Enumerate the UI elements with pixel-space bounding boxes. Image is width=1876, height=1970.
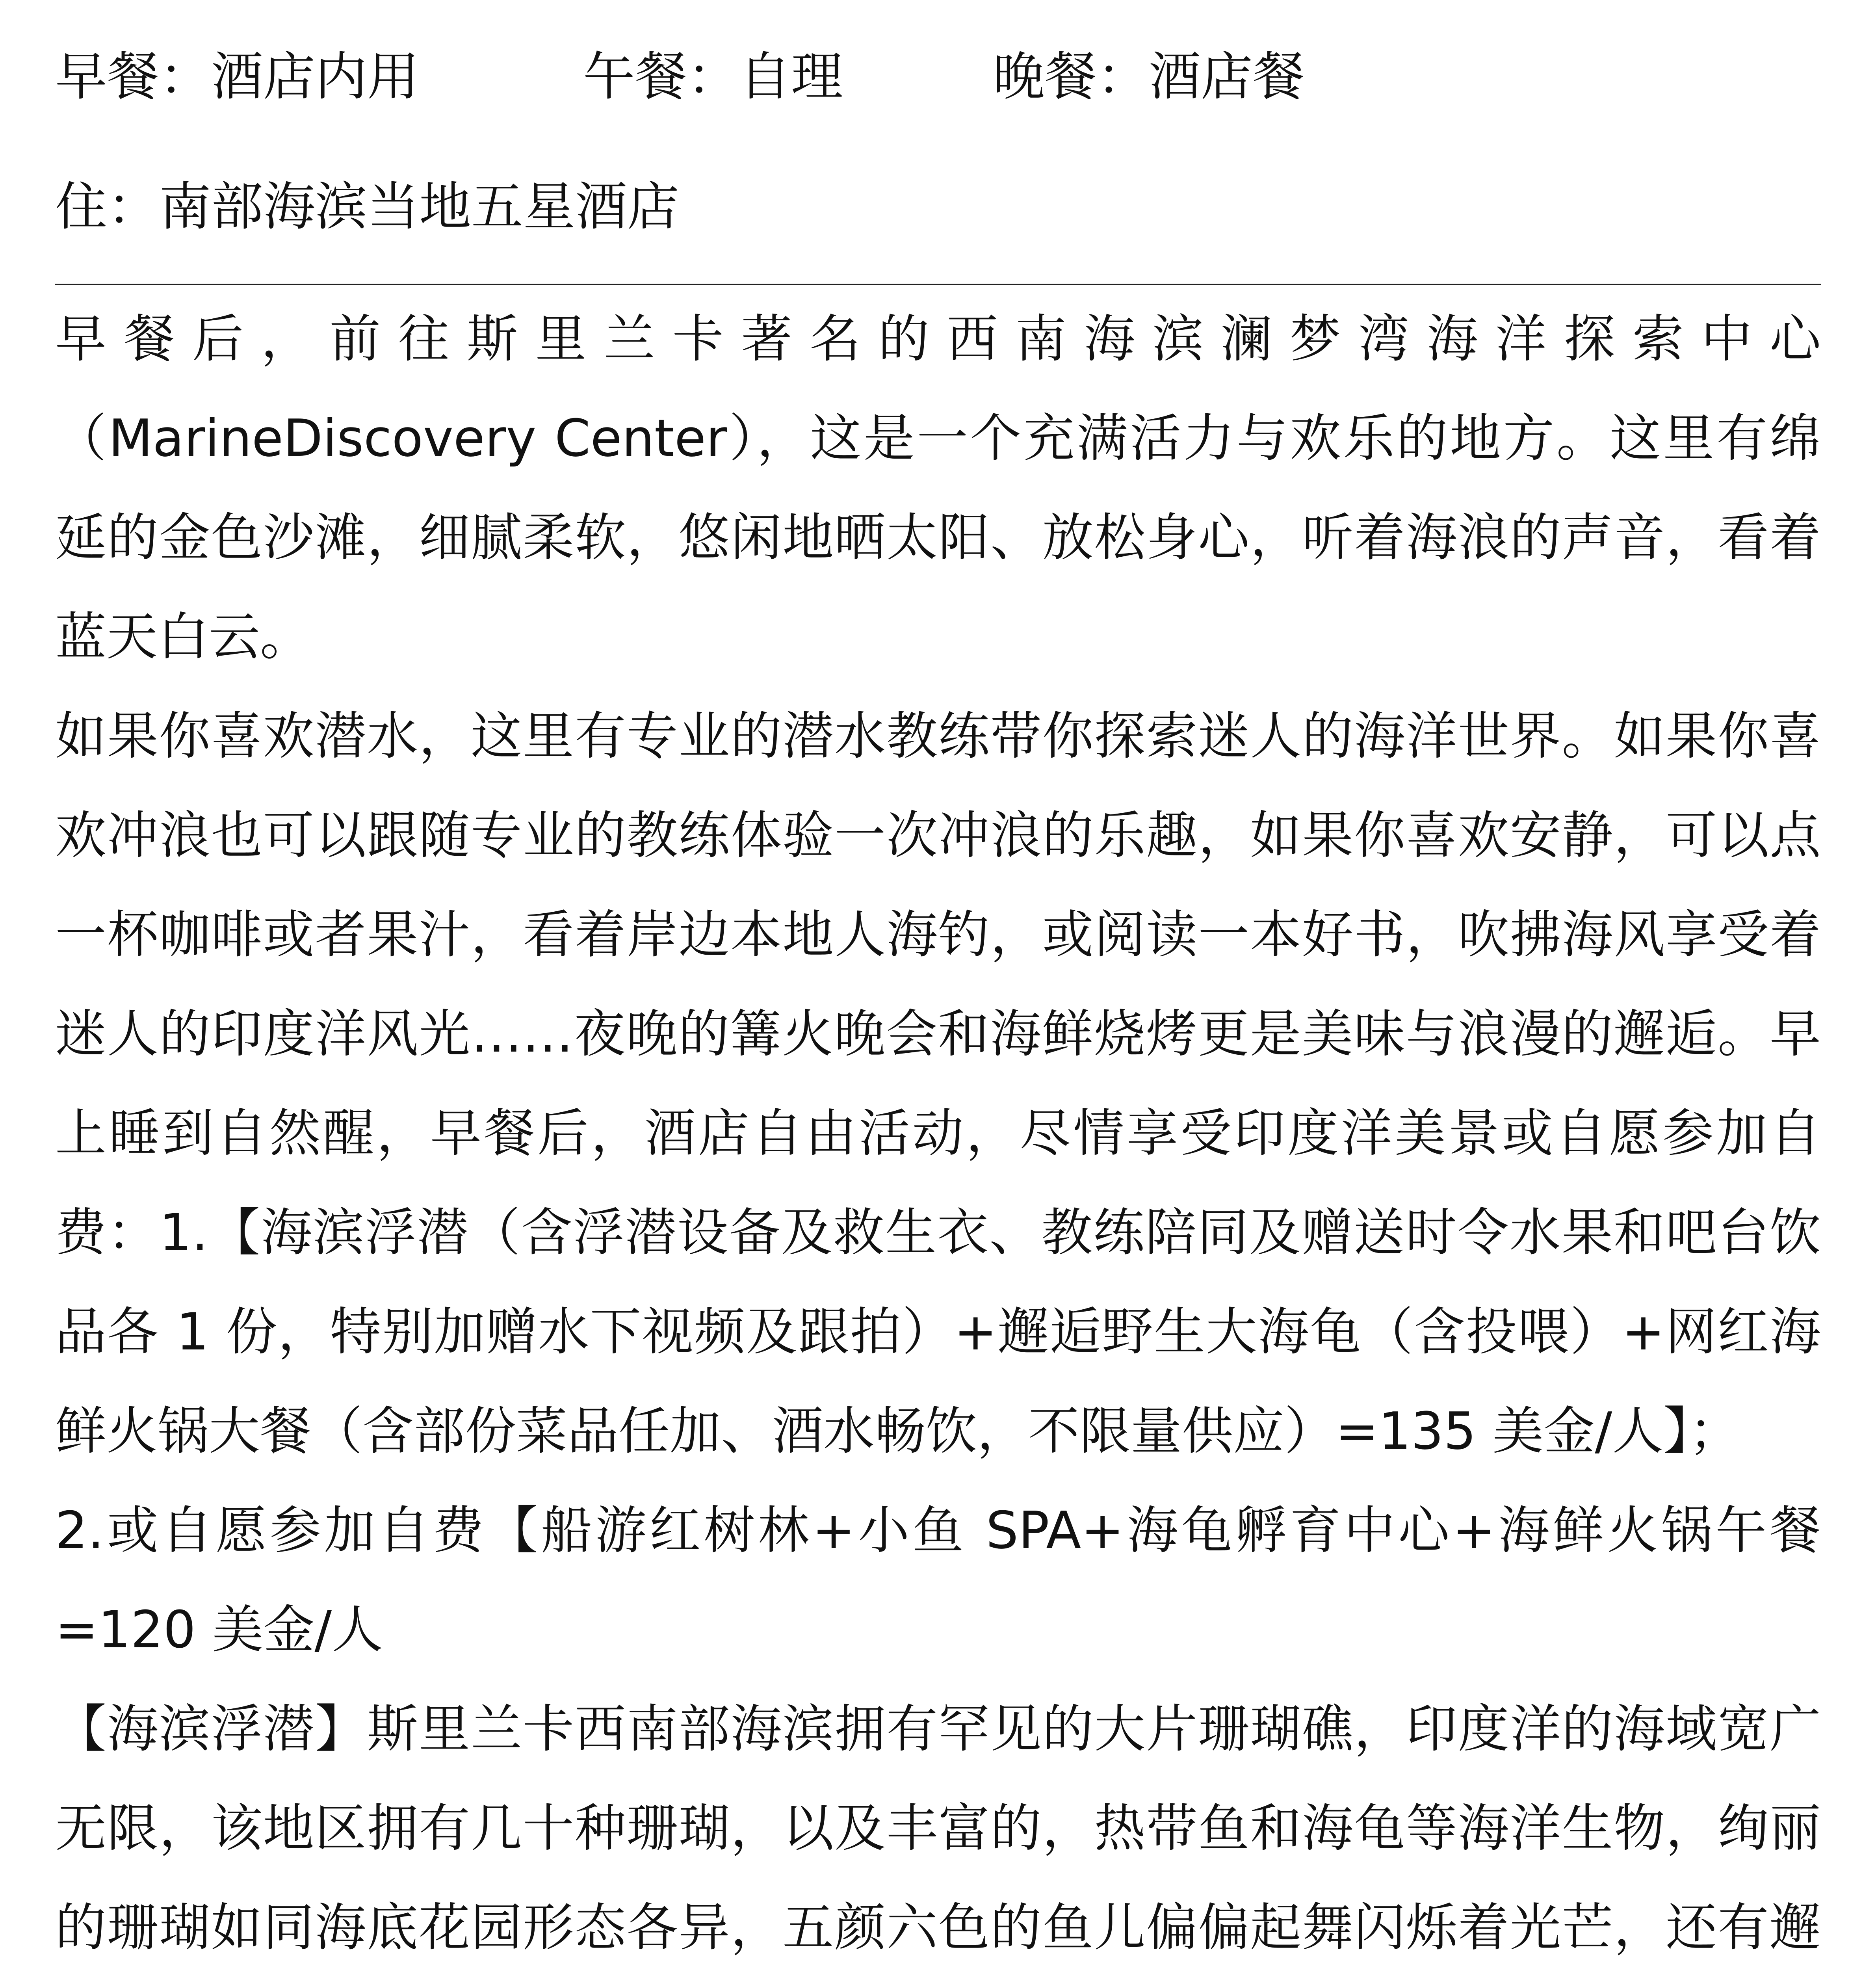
paragraph-intro: 早餐后，前往斯里兰卡著名的西南海滨澜梦湾海洋探索中心（MarineDiscovery Center），这是一个充满活力与欢乐的地方。这里有绵延的金色沙滩，细腻柔软，悠闲地晒太阳、放松身心，听着海浪的声音，看着蓝天白云。 [55, 309, 1821, 667]
paragraph-activities: 如果你喜欢潜水，这里有专业的潜水教练带你探索迷人的海洋世界。如果你喜欢冲浪也可以跟随专业的教练体验一次冲浪的乐趣，如果你喜欢安静，可以点一杯咖啡或者果汁，看着岸边本地人海钓，或阅读一本好书，吹拂海风享受着迷人的印度洋风光……夜晚的篝火晚会和海鲜烧烤更是美味与浪漫的邂逅。早上睡到自然醒，早餐后，酒店自由活动，尽情享受印度洋美景或自愿参加自费：1.【海滨浮潜（含浮潜设备及救生衣、教练陪同及赠送时令水果和吧台饮品各 1 份，特别加赠水下视频及跟拍）+邂逅野生大海龟（含投喂）+网红海鲜火锅大餐（含部份菜品任加、酒水畅饮，不限量供应）=135 美金/人】； [55, 706, 1821, 1461]
accommodation-label: 住：南部海滨当地五星酒店 [55, 177, 679, 237]
paragraph-optional-tour: 2.或自愿参加自费【船游红树林+小鱼 SPA+海龟孵育中心+海鲜火锅午餐=120 美金/人 [55, 1500, 1821, 1660]
paragraph-snorkeling: 【海滨浮潜】斯里兰卡西南部海滨拥有罕见的大片珊瑚礁，印度洋的海域宽广无限，该地区拥有几十种珊瑚，以及丰富的，热带鱼和海龟等海洋生物，绚丽的珊瑚如同海底花园形态各异，五颜六色的鱼儿偏偏起舞闪烁着光芒，还有邂 [55, 1699, 1821, 1957]
dinner-label: 晚餐：酒店餐 [993, 46, 1305, 107]
section-divider [55, 284, 1821, 285]
lunch-label: 午餐：自理 [583, 46, 843, 107]
meals-row [55, 32, 1821, 122]
itinerary-description [55, 289, 1821, 1970]
itinerary-page [55, 32, 1821, 1970]
breakfast-label: 早餐：酒店内用 [55, 46, 419, 107]
